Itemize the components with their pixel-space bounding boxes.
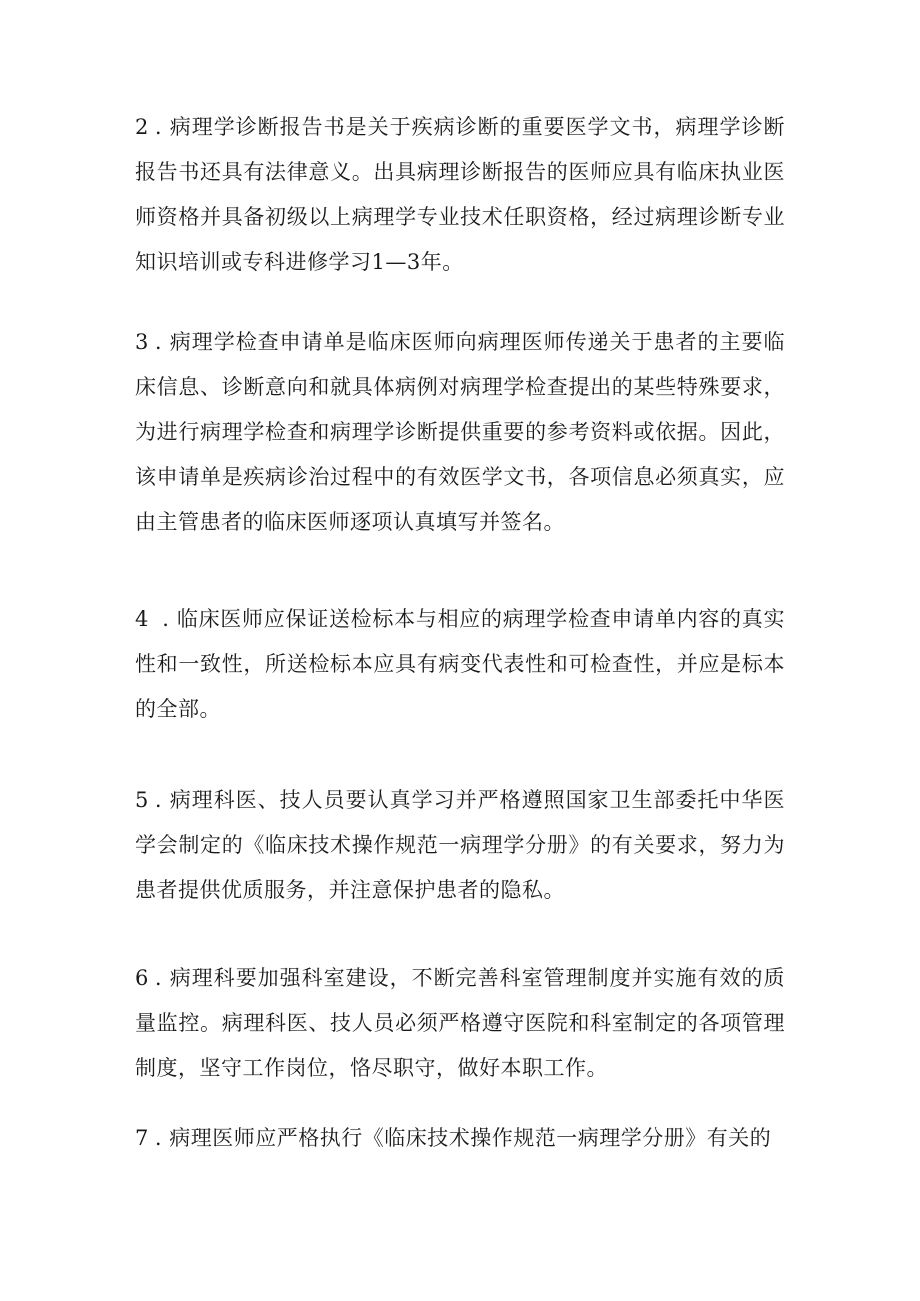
paragraph-text: . 病理学检查申请单是临床医师向病理医师传递关于患者的主要临床信息、诊断意向和就具体病例对病理学检查提出的某些特殊要求，为进行病理学检查和病理学诊断提供重要的参考资料或依据。因此，该申请单是疾病诊治过程中的有效医学文书，各项信息必须真实，应由主管患者的临床医师逐项认真填写并签名。 [135,330,785,534]
paragraph-7 [135,1116,785,1161]
item-number: 4 [135,607,149,631]
item-number: 5 [135,788,149,812]
paragraph-text: . 临床医师应保证送检标本与相应的病理学检查申请单内容的真实性和一致性，所送检标本应具有病变代表性和可检查性，并应是标本的全部。 [135,607,785,721]
paragraph-text: . 病理科要加强科室建设，不断完善科室管理制度并实施有效的质量监控。病理科医、技人员必须严格遵守医院和科室制定的各项管理制度，坚守工作岗位，恪尽职守，做好本职工作。 [135,966,785,1080]
paragraph-4 [135,597,785,732]
item-number: 6 [135,966,149,990]
paragraph-6 [135,956,785,1091]
paragraph-text: . 病理科医、技人员要认真学习并严格遵照国家卫生部委托中华医学会制定的《临床技术操作规范一病理学分册》的有关要求，努力为患者提供优质服务，并注意保护患者的隐私。 [135,788,785,902]
item-number: 3 [135,330,149,354]
paragraph-text: . 病理医师应严格执行《临床技术操作规范一病理学分册》有关的 [154,1126,772,1150]
paragraph-2 [135,105,785,285]
paragraph-3 [135,320,785,545]
paragraph-text: . 病理学诊断报告书是关于疾病诊断的重要医学文书，病理学诊断报告书还具有法律意义。出具病理诊断报告的医师应具有临床执业医师资格并具备初级以上病理学专业技术任职资格，经过病理诊断专业知识培训或专科进修学习1—3年。 [135,115,785,274]
item-number: 2 [135,115,149,139]
paragraph-5 [135,778,785,913]
item-number: 7 [135,1126,149,1150]
